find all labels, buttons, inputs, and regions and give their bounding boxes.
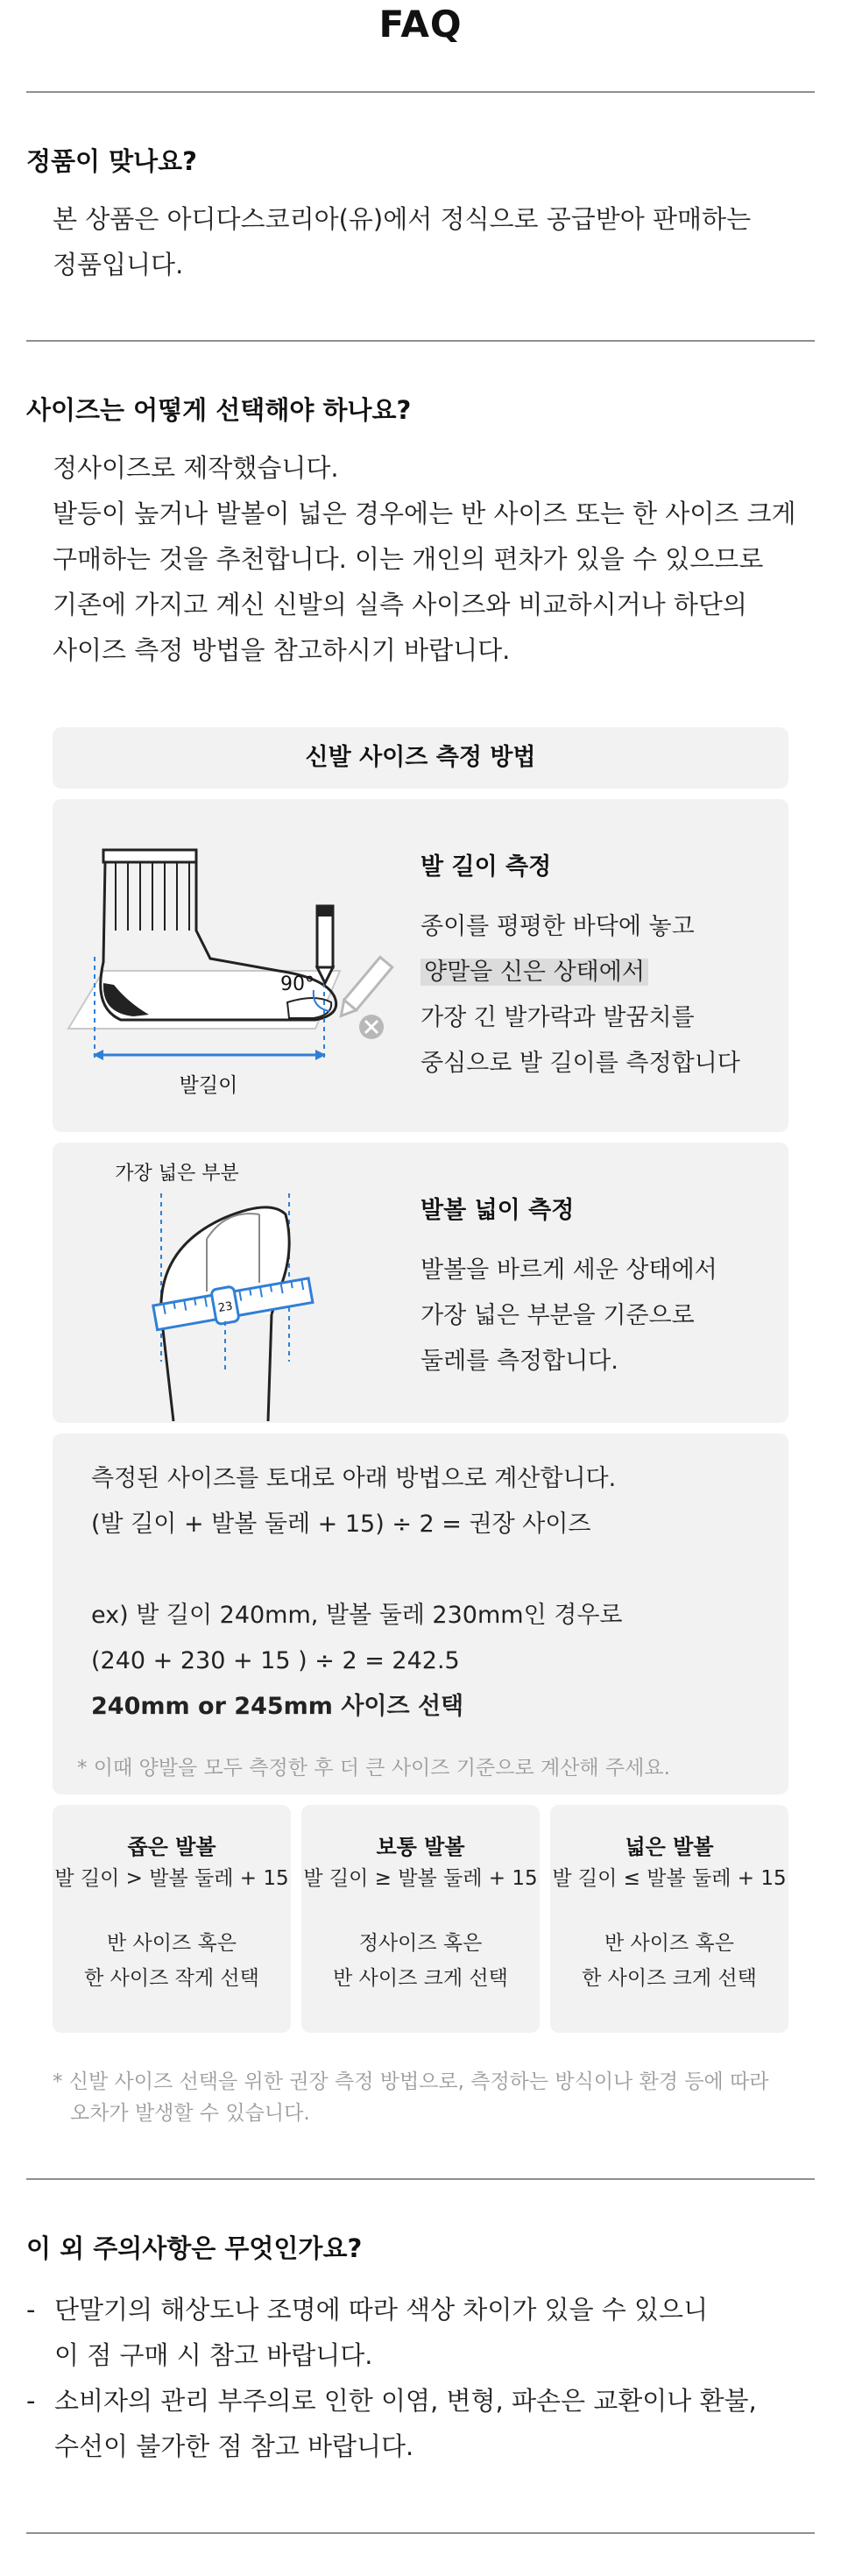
guide-header bbox=[53, 727, 788, 789]
calculation-panel bbox=[53, 1433, 788, 1794]
answer-line: 구매하는 것을 추천합니다. 이는 개인의 편차가 있을 수 있으므로 bbox=[53, 544, 764, 574]
foot-length-step bbox=[420, 950, 648, 995]
foot-width-title: 발볼 넓이 측정 bbox=[420, 1197, 575, 1224]
foot-type-rule: 발 길이 ≥ 발볼 둘레 + 15 bbox=[303, 1867, 538, 1890]
bullet-dash: - bbox=[26, 2295, 36, 2325]
bullet-dash: - bbox=[26, 2386, 36, 2416]
calc-note: * 이때 양발을 모두 측정한 후 더 큰 사이즈 기준으로 계산해 주세요. bbox=[77, 1757, 670, 1780]
calc-result: 240mm or 245mm 사이즈 선택 bbox=[91, 1693, 464, 1720]
recommendation-line: 반 사이즈 혹은 bbox=[604, 1932, 734, 1955]
recommendation-line: 반 사이즈 혹은 bbox=[107, 1932, 237, 1955]
foot-type-recommendation bbox=[550, 1926, 788, 1996]
foot-type-rule: 발 길이 ≤ 발볼 둘레 + 15 bbox=[552, 1867, 787, 1890]
foot-width-step: 가장 넓은 부분을 기준으로 bbox=[420, 1302, 695, 1329]
foot-type-normal bbox=[301, 1805, 540, 2033]
foot-type-title: 보통 발볼 bbox=[376, 1835, 465, 1859]
foot-width-step: 둘레를 측정합니다. bbox=[420, 1348, 618, 1375]
foot-type-narrow bbox=[53, 1805, 291, 2033]
divider bbox=[26, 91, 815, 93]
notice-item-continued bbox=[26, 2332, 372, 2378]
widest-label: 가장 넓은 부분 bbox=[115, 1163, 239, 1185]
foot-width-step: 발볼을 바르게 세운 상태에서 bbox=[420, 1256, 717, 1284]
foot-width-tape-illustration bbox=[53, 1143, 420, 1423]
foot-length-panel bbox=[53, 799, 788, 1132]
angle-label: 90° bbox=[280, 973, 314, 995]
foot-type-title: 넓은 발볼 bbox=[625, 1835, 714, 1859]
answer-line: 정사이즈로 제작했습니다. bbox=[53, 453, 339, 483]
calc-formula: (발 길이 + 발볼 둘레 + 15) ÷ 2 = 권장 사이즈 bbox=[91, 1511, 591, 1538]
recommendation-line: 반 사이즈 크게 선택 bbox=[333, 1967, 508, 1990]
notice-text: 이 점 구매 시 참고 바랍니다. bbox=[54, 2340, 373, 2370]
answer-line: 정품입니다. bbox=[53, 250, 184, 280]
eraser-pencil-icon bbox=[335, 957, 392, 1039]
page-title: FAQ bbox=[378, 3, 463, 46]
guide-title: 신발 사이즈 측정 방법 bbox=[305, 744, 536, 771]
faq-question-authentic: 정품이 맞나요? bbox=[26, 146, 198, 176]
notice-text: 수선이 불가한 점 참고 바랍니다. bbox=[54, 2431, 414, 2461]
notice-item bbox=[26, 2287, 708, 2332]
highlighted-text: 양말을 신은 상태에서 bbox=[420, 959, 648, 986]
foot-length-step: 종이를 평평한 바닥에 놓고 bbox=[420, 913, 695, 940]
notice-item bbox=[26, 2378, 757, 2424]
answer-line: 발등이 높거나 발볼이 넓은 경우에는 반 사이즈 또는 한 사이즈 크게 bbox=[53, 499, 796, 528]
foot-type-recommendation bbox=[53, 1926, 291, 1996]
recommendation-line: 한 사이즈 작게 선택 bbox=[84, 1967, 259, 1990]
recommendation-line: 정사이즈 혹은 bbox=[358, 1932, 483, 1955]
length-label: 발길이 bbox=[179, 1074, 238, 1097]
guide-footnote: * 신발 사이즈 선택을 위한 권장 측정 방법으로, 측정하는 방식이나 환경 등에 따라 bbox=[53, 2070, 769, 2093]
foot-length-step: 가장 긴 발가락과 발꿈치를 bbox=[420, 1004, 695, 1031]
foot-type-recommendation bbox=[301, 1926, 540, 1996]
recommendation-line: 한 사이즈 크게 선택 bbox=[582, 1967, 757, 1990]
foot-type-title: 좁은 발볼 bbox=[127, 1835, 216, 1859]
calc-example: (240 + 230 + 15 ) ÷ 2 = 242.5 bbox=[91, 1647, 460, 1674]
foot-width-panel bbox=[53, 1143, 788, 1423]
calc-intro: 측정된 사이즈를 토대로 아래 방법으로 계산합니다. bbox=[91, 1465, 617, 1492]
notice-text: 소비자의 관리 부주의로 인한 이염, 변형, 파손은 교환이나 환불, bbox=[54, 2386, 757, 2416]
pencil-icon bbox=[317, 906, 333, 983]
divider bbox=[26, 2178, 815, 2180]
faq-answer-authentic bbox=[53, 196, 797, 287]
foot-length-step: 중심으로 발 길이를 측정합니다 bbox=[420, 1050, 740, 1077]
foot-type-wide bbox=[550, 1805, 788, 2033]
answer-line: 사이즈 측정 방법을 참고하시기 바랍니다. bbox=[53, 635, 511, 665]
divider bbox=[26, 2532, 815, 2534]
answer-line: 기존에 가지고 계신 신발의 실측 사이즈와 비교하시거나 하단의 bbox=[53, 590, 747, 619]
calc-example: ex) 발 길이 240mm, 발볼 둘레 230mm인 경우로 bbox=[91, 1602, 623, 1629]
tape-value: 23 bbox=[216, 1299, 234, 1316]
faq-question-size: 사이즈는 어떻게 선택해야 하나요? bbox=[26, 395, 412, 425]
foot-length-title: 발 길이 측정 bbox=[420, 853, 552, 881]
foot-type-table bbox=[53, 1805, 788, 2033]
divider bbox=[26, 340, 815, 342]
notice-item-continued bbox=[26, 2424, 413, 2469]
sock-foot-illustration bbox=[53, 799, 420, 1132]
notice-text: 단말기의 해상도나 조명에 따라 색상 차이가 있을 수 있으니 bbox=[54, 2295, 709, 2325]
faq-answer-size bbox=[53, 445, 797, 673]
foot-type-rule: 발 길이 > 발볼 둘레 + 15 bbox=[54, 1867, 289, 1890]
answer-line: 본 상품은 아디다스코리아(유)에서 정식으로 공급받아 판매하는 bbox=[53, 204, 752, 234]
faq-question-notice: 이 외 주의사항은 무엇인가요? bbox=[26, 2233, 363, 2263]
guide-footnote: 오차가 발생할 수 있습니다. bbox=[70, 2102, 310, 2125]
